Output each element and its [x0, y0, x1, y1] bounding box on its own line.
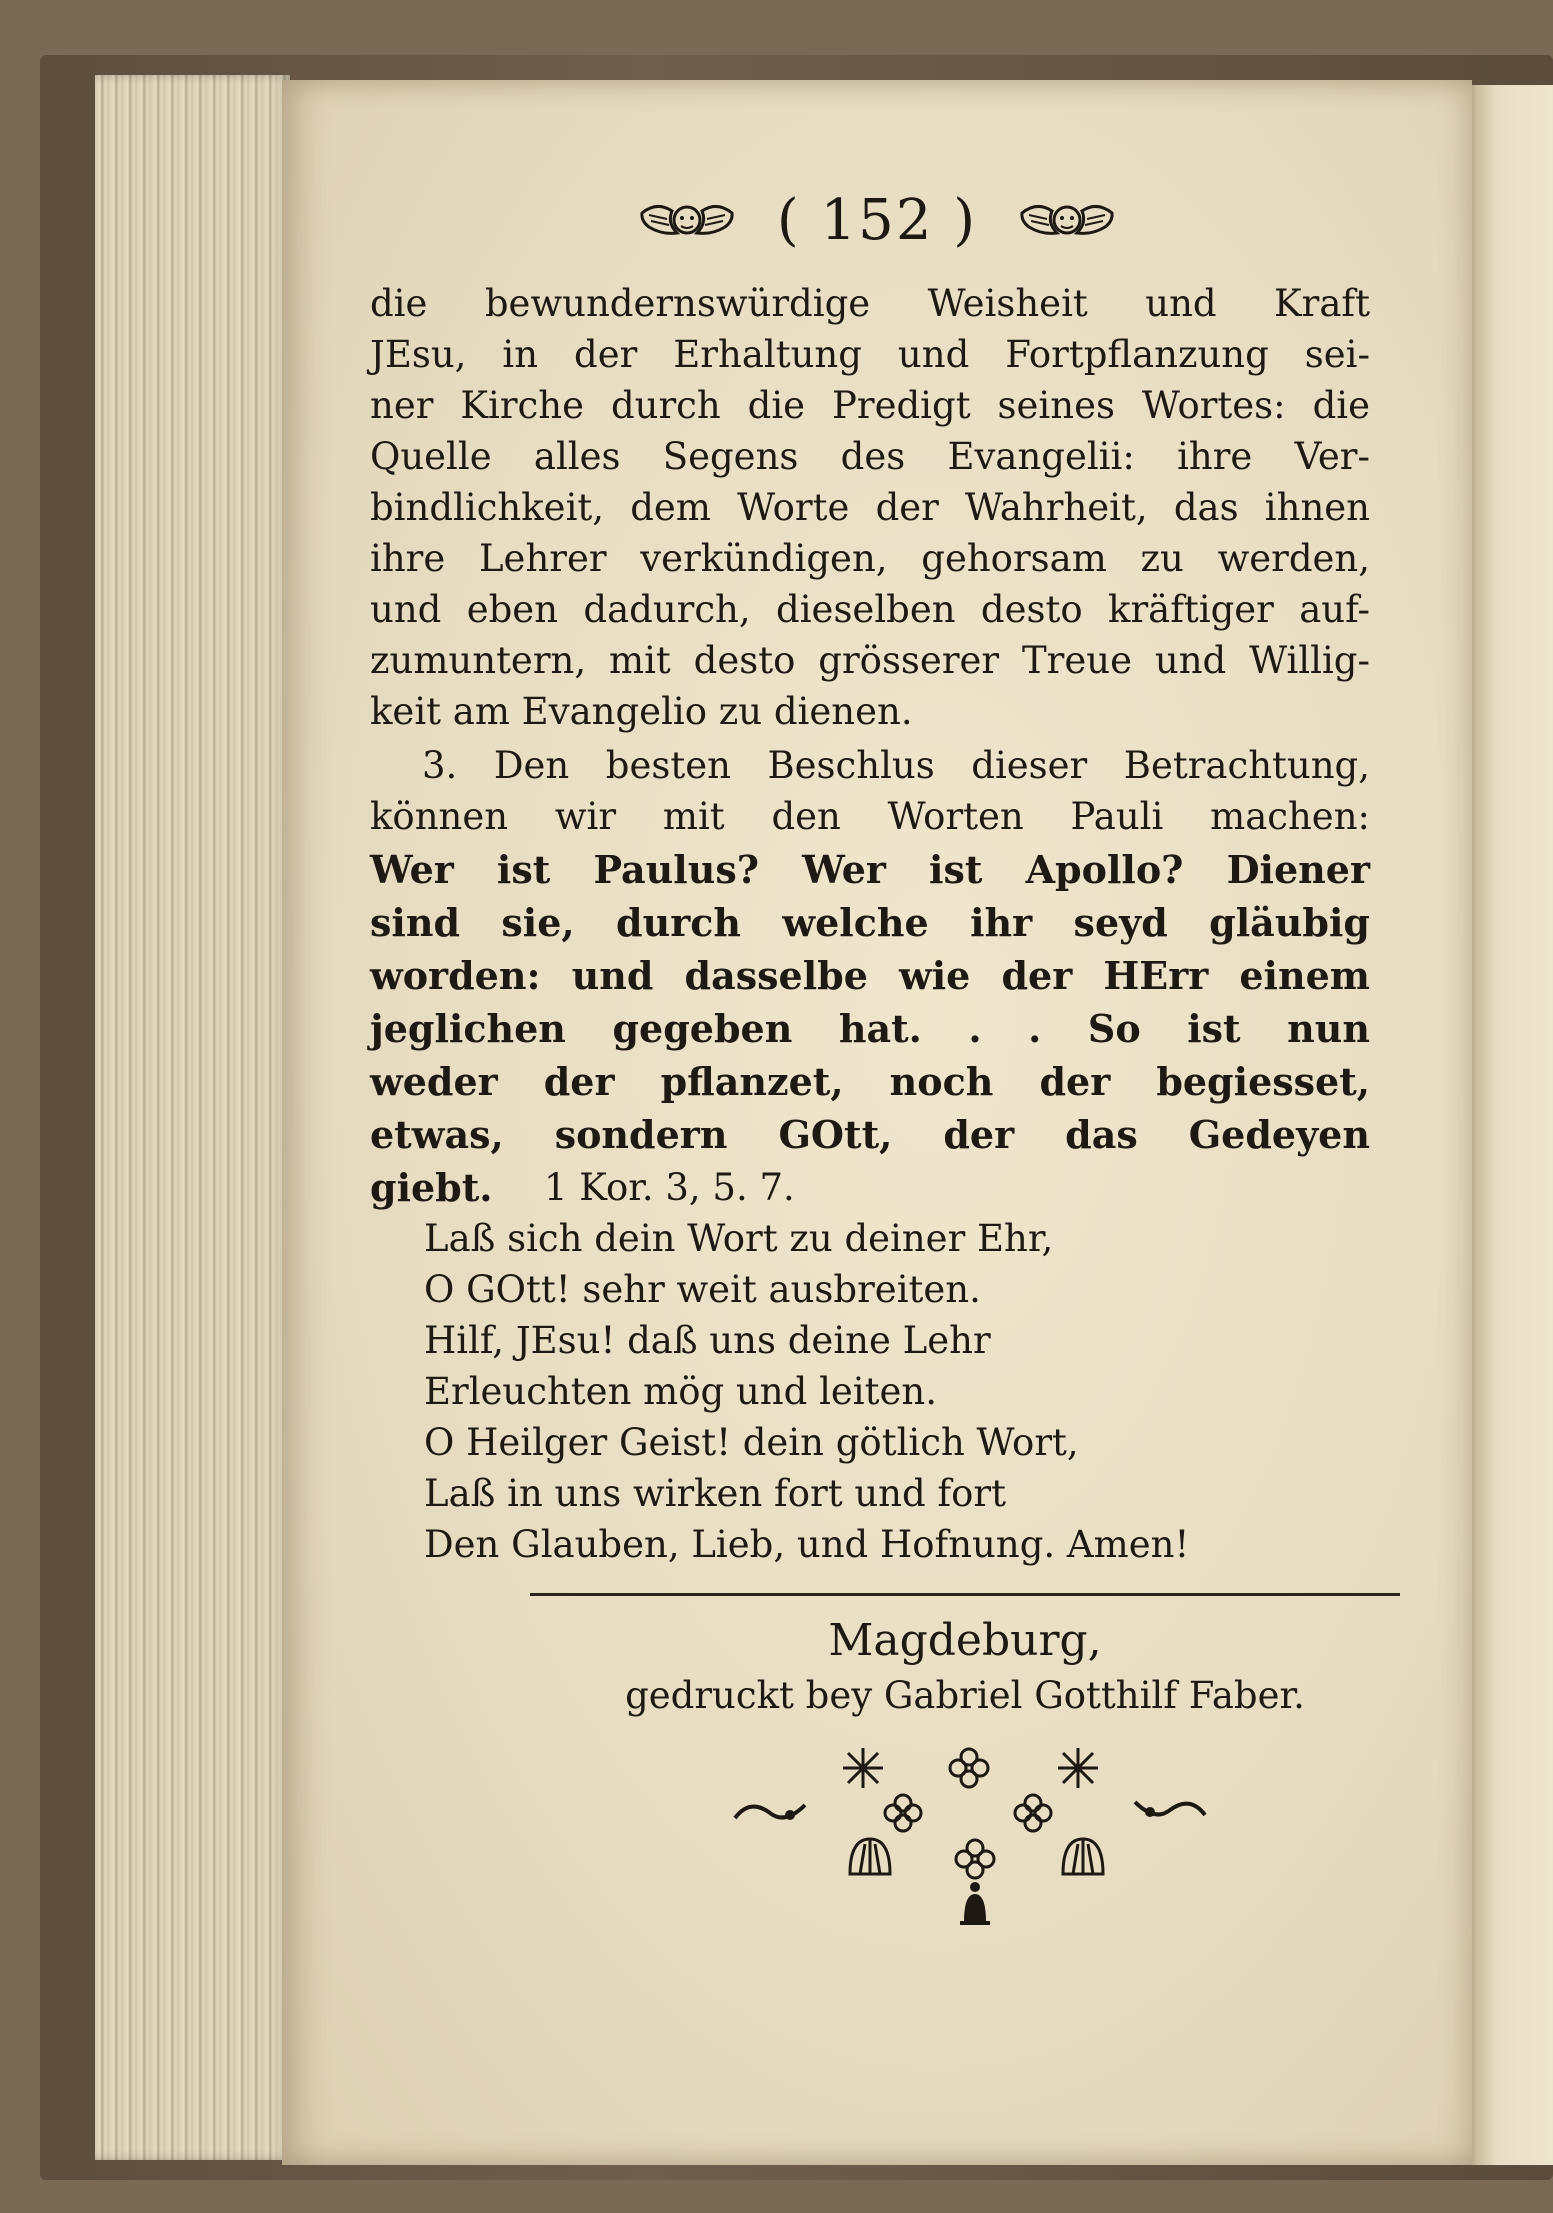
- hymn-line: Laß sich dein Wort zu deiner Ehr,: [424, 1217, 1054, 1260]
- facing-page-edge: [1460, 85, 1553, 2165]
- citation: 1 Kor. 3, 5. 7.: [544, 1166, 795, 1209]
- imprint-printer: gedruckt bey Gabriel Gotthilf Faber.: [625, 1674, 1305, 1717]
- vine-ornament-icon: [1130, 1790, 1210, 1830]
- hymn-line: Hilf, JEsu! daß uns deine Lehr: [424, 1319, 991, 1362]
- page-edges: [95, 75, 290, 2160]
- text-line: ihre Lehrer verkündigen, gehorsam zu werden,: [370, 537, 1370, 580]
- vine-ornament-icon: [730, 1793, 810, 1833]
- hymn-line: Erleuchten mög und leiten.: [424, 1370, 937, 1413]
- bell-ornament-icon: [956, 1880, 994, 1928]
- shell-ornament-icon: [845, 1834, 895, 1880]
- rosette-ornament-icon: [1010, 1790, 1056, 1836]
- text-line: ner Kirche durch die Predigt seines Wortes: die: [370, 384, 1370, 427]
- scripture-line: etwas, sondern GOtt, der das Gedeyen: [370, 1112, 1370, 1157]
- text-line: bindlichkeit, dem Worte der Wahrheit, das ihnen: [370, 486, 1370, 529]
- flower-ornament-icon: [952, 1836, 998, 1882]
- divider-rule: [530, 1593, 1400, 1596]
- text-line: zumuntern, mit desto grösserer Treue und Willig-: [370, 639, 1370, 682]
- rosette-ornament-icon: [880, 1790, 926, 1836]
- text-line: die bewundernswürdige Weisheit und Kraft: [370, 282, 1370, 325]
- hymn-line: Laß in uns wirken fort und fort: [424, 1472, 1006, 1515]
- hymn-line: Den Glauben, Lieb, und Hofnung. Amen!: [424, 1523, 1190, 1566]
- text-line: können wir mit den Worten Pauli machen:: [370, 795, 1370, 838]
- imprint-city: Magdeburg,: [828, 1615, 1102, 1666]
- page-number: ( 152 ): [776, 187, 978, 253]
- cherub-ornament-left-icon: [637, 193, 737, 248]
- flower-ornament-icon: [946, 1745, 992, 1791]
- text-line: 3. Den besten Beschlus dieser Betrachtung,: [422, 744, 1370, 787]
- text-line: JEsu, in der Erhaltung und Fortpflanzung sei-: [370, 333, 1370, 376]
- scripture-line: Wer ist Paulus? Wer ist Apollo? Diener: [370, 847, 1370, 892]
- hymn-line: O GOtt! sehr weit ausbreiten.: [424, 1268, 981, 1311]
- star-ornament-icon: [1055, 1745, 1101, 1791]
- cherub-ornament-right-icon: [1017, 193, 1117, 248]
- hymn-line: O Heilger Geist! dein götlich Wort,: [424, 1421, 1079, 1464]
- text-line: Quelle alles Segens des Evangelii: ihre Ver-: [370, 435, 1370, 478]
- scripture-line: worden: und dasselbe wie der HErr einem: [370, 953, 1370, 998]
- scripture-line: sind sie, durch welche ihr seyd gläubig: [370, 900, 1370, 945]
- scripture-line: weder der pflanzet, noch der begiesset,: [370, 1059, 1370, 1104]
- scripture-line: giebt.: [370, 1165, 493, 1210]
- star-ornament-icon: [840, 1745, 886, 1791]
- scripture-line: jeglichen gegeben hat. . . So ist nun: [370, 1006, 1370, 1051]
- page-header: [282, 175, 1472, 265]
- shell-ornament-icon: [1058, 1834, 1108, 1880]
- text-line: keit am Evangelio zu dienen.: [370, 690, 913, 733]
- text-line: und eben dadurch, dieselben desto kräftiger auf-: [370, 588, 1370, 631]
